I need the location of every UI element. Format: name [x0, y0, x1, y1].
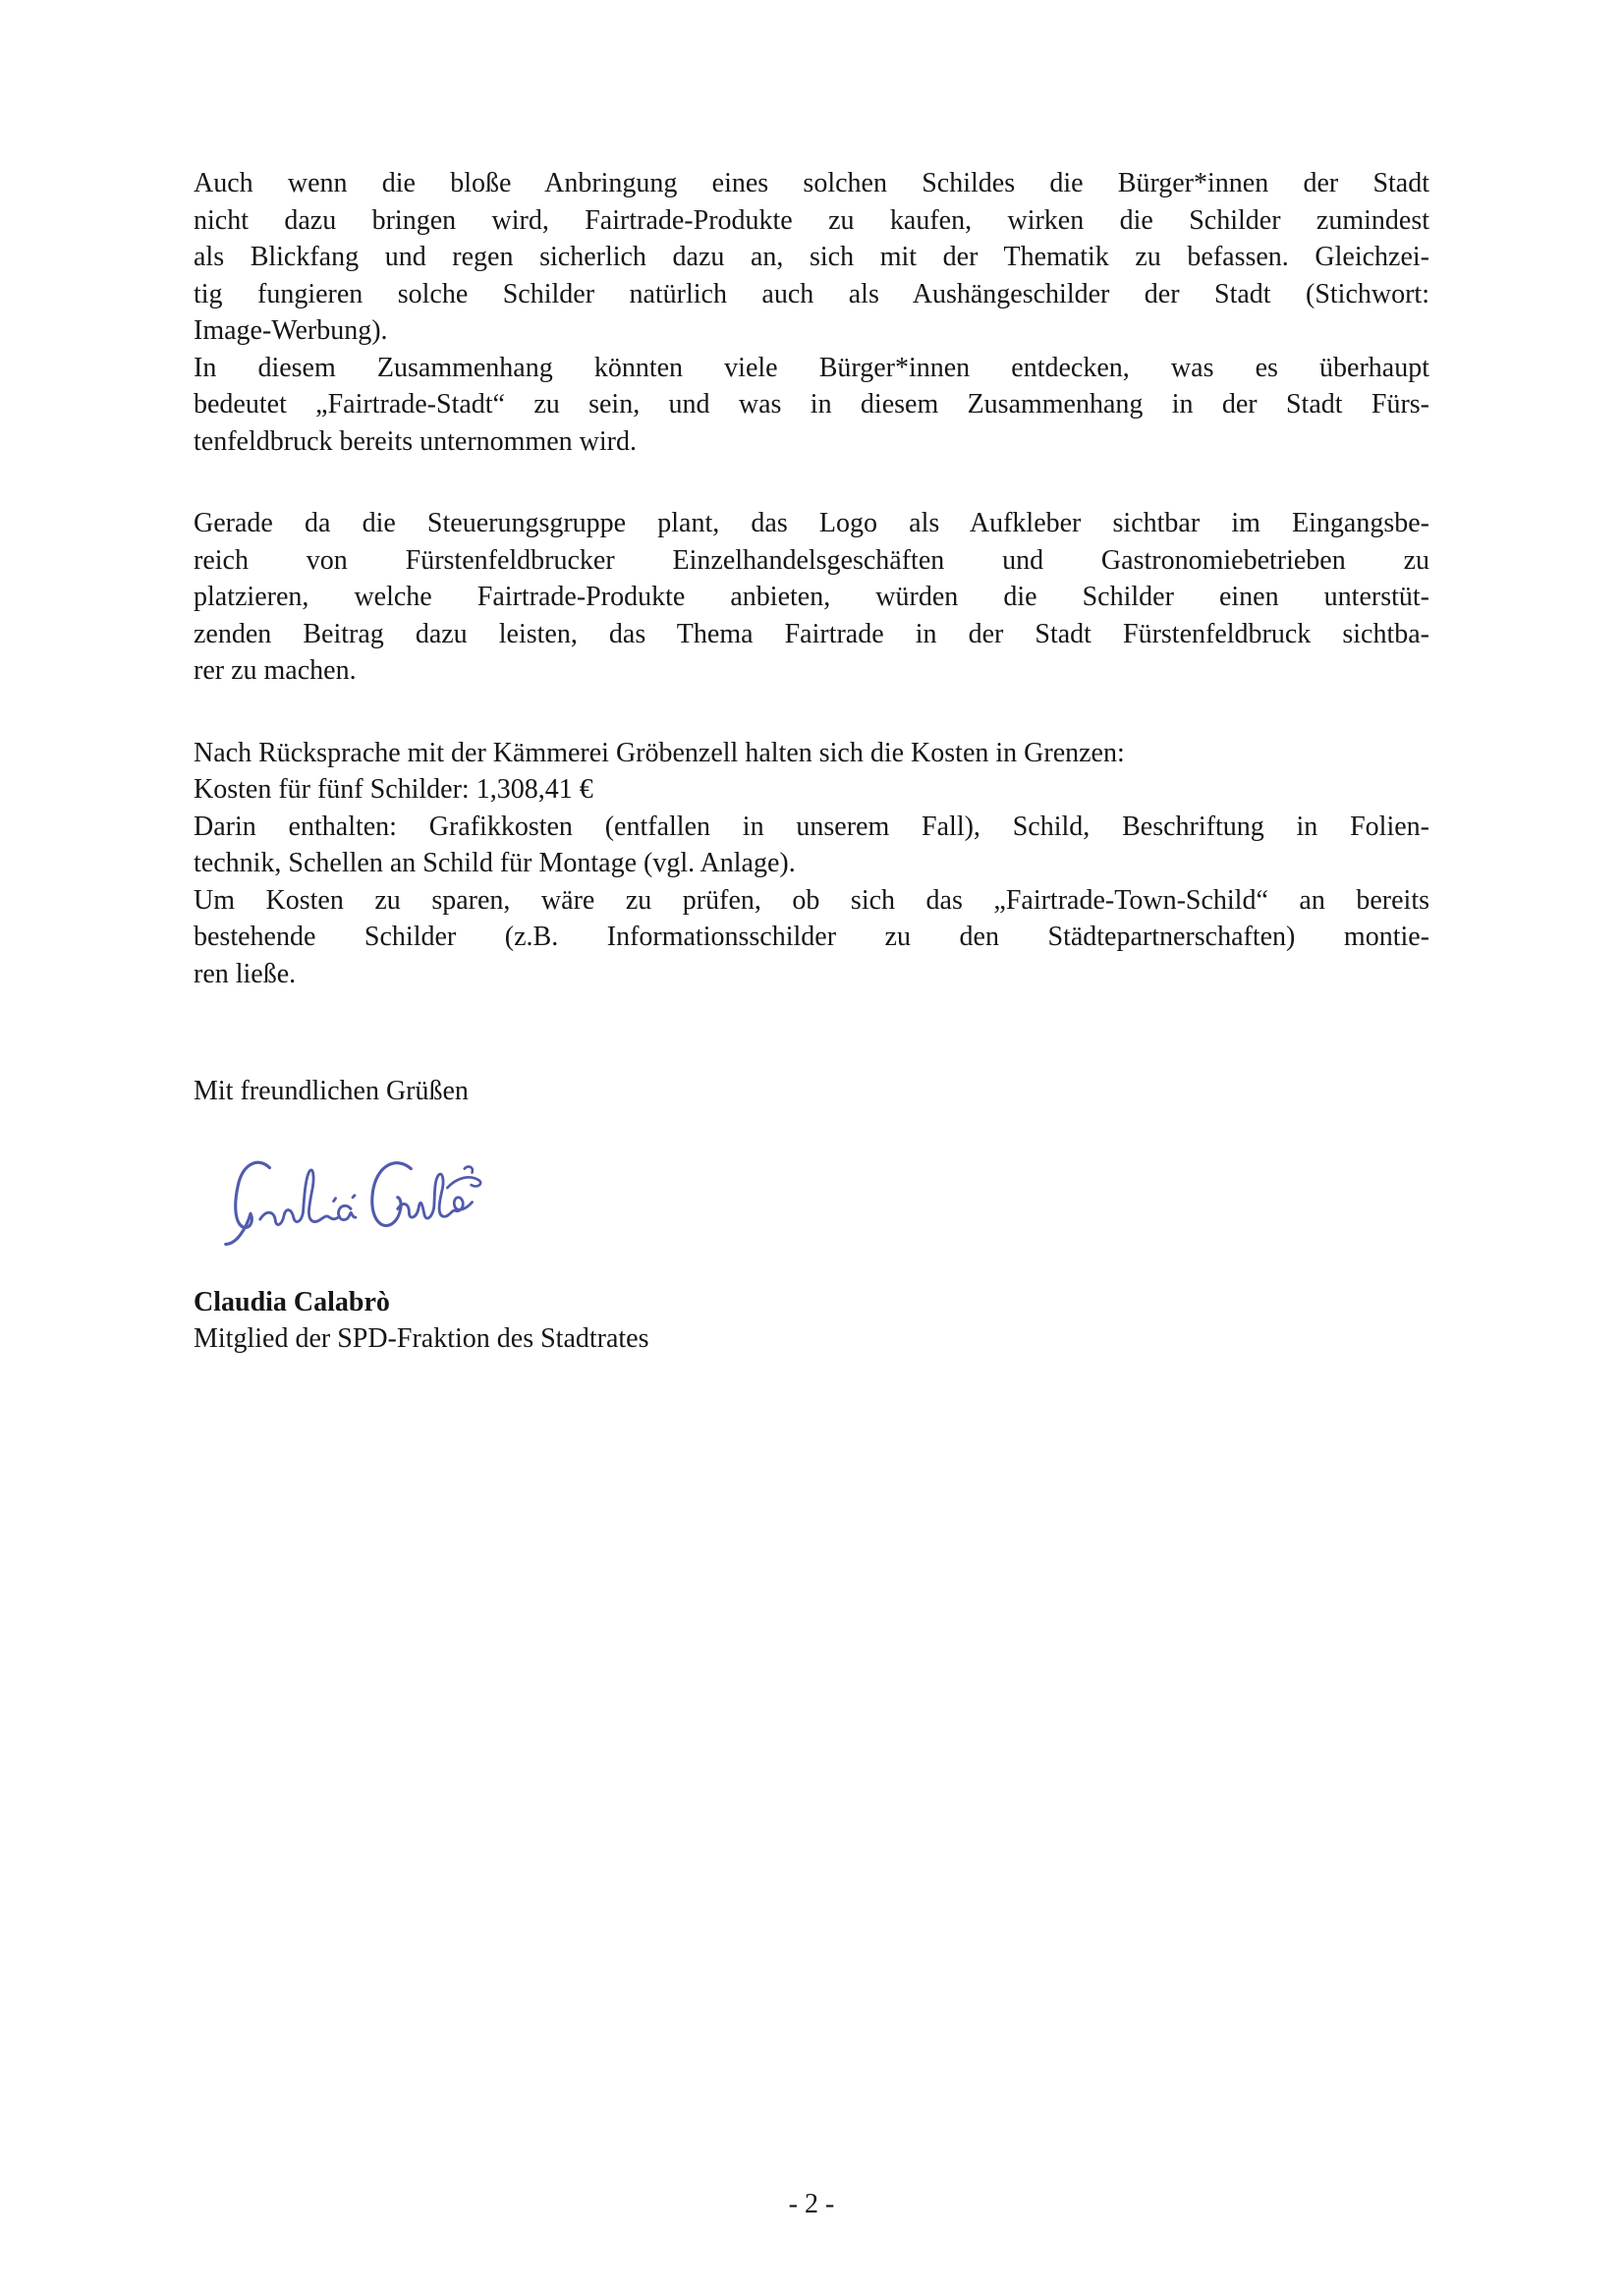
text-line: reich von Fürstenfeldbrucker Einzelhandelsgeschäften und Gastronomiebetrieben zu [194, 544, 1429, 576]
text-line: tenfeldbruck bereits unternommen wird. [194, 425, 637, 457]
text-line: Image-Werbung). [194, 315, 388, 346]
closing-salutation: Mit freundlichen Grüßen [194, 1076, 469, 1106]
text-line: In diesem Zusammenhang könnten viele Bürger*innen entdecken, was es überhaupt [194, 352, 1429, 383]
text-line: bestehende Schilder (z.B. Informationsschilder zu den Städtepartnerschaften) montie- [194, 922, 1429, 952]
paragraph-schilder-wirkung [194, 165, 1429, 350]
text-line: platzieren, welche Fairtrade-Produkte anbieten, würden die Schilder einen unterstüt- [194, 582, 1429, 612]
text-line: tig fungieren solche Schilder natürlich auch als Aushängeschilder der Stadt (Stichwort: [194, 278, 1429, 309]
text-line: Kosten für fünf Schilder: 1,308,41 € [194, 774, 593, 805]
letter-body [194, 165, 1429, 1358]
text-line: Darin enthalten: Grafikkosten (entfallen in unserem Fall), Schild, Beschriftung in Folien- [194, 811, 1429, 842]
signature [216, 1154, 491, 1258]
paragraph-steuerungsgruppe [194, 505, 1429, 690]
text-line: rer zu machen. [194, 655, 357, 686]
text-line: technik, Schellen an Schild für Montage (vgl. Anlage). [194, 848, 796, 878]
signature-ink-drawing [216, 1154, 491, 1258]
text-line: Auch wenn die bloße Anbringung eines solchen Schildes die Bürger*innen der Stadt [194, 168, 1429, 198]
page-number: - 2 - [788, 2189, 835, 2219]
paragraph-kosten [194, 735, 1429, 993]
text-line: zenden Beitrag dazu leisten, das Thema Fairtrade in der Stadt Fürstenfeldbruck sichtba- [194, 618, 1429, 649]
text-line: Nach Rücksprache mit der Kämmerei Gröbenzell halten sich die Kosten in Grenzen: [194, 737, 1125, 768]
text-line: nicht dazu bringen wird, Fairtrade-Produkte zu kaufen, wirken die Schilder zumindest [194, 204, 1429, 236]
text-line: als Blickfang und regen sicherlich dazu an, sich mit der Thematik zu befassen. Gleichzei- [194, 242, 1429, 272]
sender-role: Mitglied der SPD-Fraktion des Stadtrates [194, 1323, 649, 1354]
text-line: ren ließe. [194, 958, 297, 989]
text-line: bedeutet „Fairtrade-Stadt“ zu sein, und was in diesem Zusammenhang in der Stadt Fürs- [194, 389, 1429, 420]
sender-name: Claudia Calabrò [194, 1286, 390, 1317]
text-line: Gerade da die Steuerungsgruppe plant, das Logo als Aufkleber sichtbar im Eingangsbe- [194, 508, 1429, 538]
paragraph-zusammenhang [194, 350, 1429, 461]
text-line: Um Kosten zu sparen, wäre zu prüfen, ob sich das „Fairtrade-Town-Schild“ an bereits [194, 884, 1429, 916]
